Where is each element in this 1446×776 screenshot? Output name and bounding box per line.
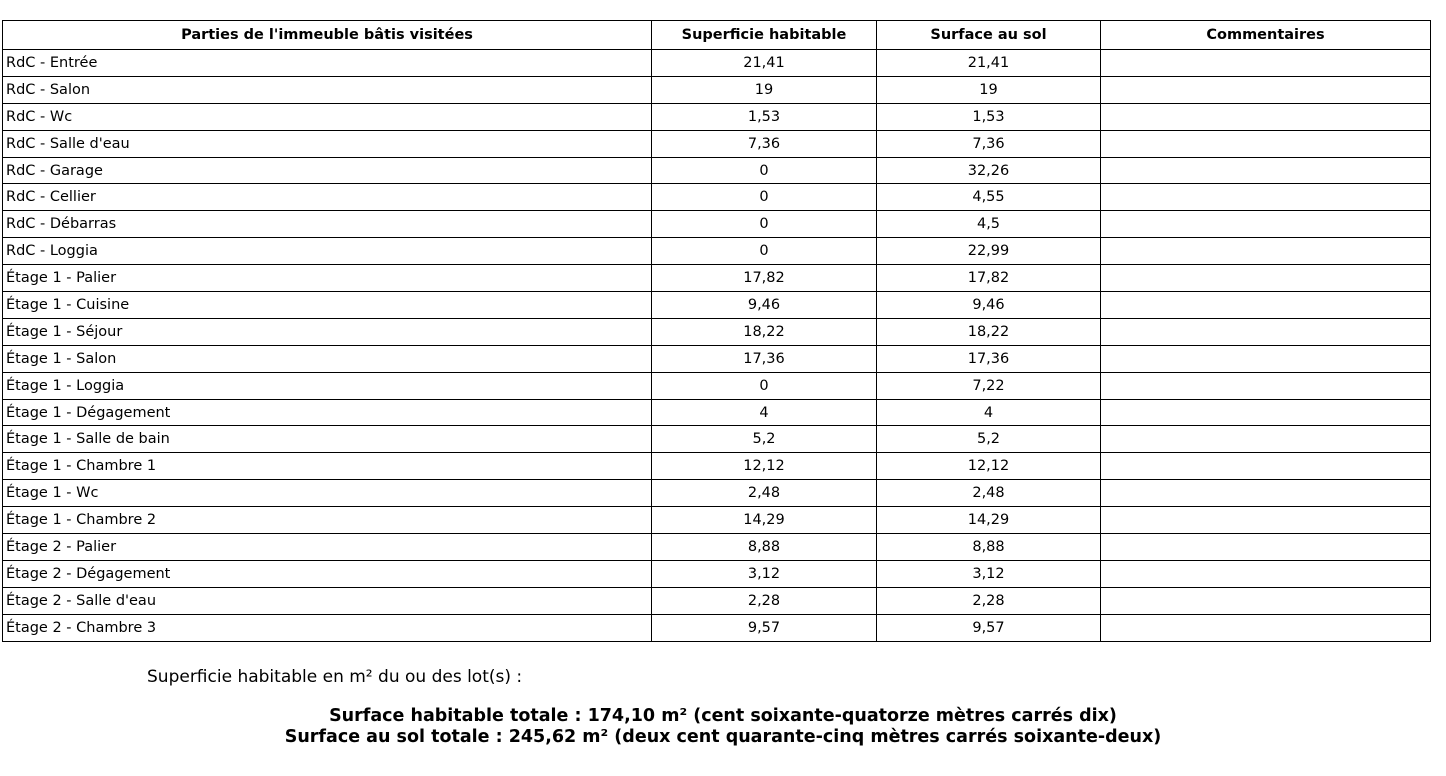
- surface-au-sol-cell: 2,48: [877, 480, 1101, 507]
- surface-au-sol-cell: 17,82: [877, 265, 1101, 292]
- table-row: [3, 238, 1431, 265]
- surface-au-sol-cell: 8,88: [877, 534, 1101, 561]
- room-name-cell: Étage 1 - Cuisine: [3, 292, 652, 319]
- surface-au-sol-cell: 18,22: [877, 318, 1101, 345]
- superficie-habitable-cell: 4: [652, 399, 877, 426]
- table-row: [3, 211, 1431, 238]
- room-name-cell: RdC - Salle d'eau: [3, 130, 652, 157]
- table-row: [3, 507, 1431, 534]
- superficie-habitable-cell: 7,36: [652, 130, 877, 157]
- superficie-habitable-cell: 21,41: [652, 50, 877, 77]
- room-name-cell: Étage 1 - Séjour: [3, 318, 652, 345]
- table-row: [3, 50, 1431, 77]
- commentaire-cell: [1101, 184, 1431, 211]
- table-row: [3, 534, 1431, 561]
- surface-au-sol-cell: 12,12: [877, 453, 1101, 480]
- commentaire-cell: [1101, 372, 1431, 399]
- table-row: [3, 292, 1431, 319]
- surface-au-sol-cell: 7,36: [877, 130, 1101, 157]
- superficie-habitable-cell: 1,53: [652, 103, 877, 130]
- room-name-cell: Étage 1 - Palier: [3, 265, 652, 292]
- commentaire-cell: [1101, 560, 1431, 587]
- commentaire-cell: [1101, 130, 1431, 157]
- commentaire-cell: [1101, 211, 1431, 238]
- commentaire-cell: [1101, 534, 1431, 561]
- table-header-row: [3, 21, 1431, 50]
- commentaire-cell: [1101, 50, 1431, 77]
- table-row: [3, 265, 1431, 292]
- surface-au-sol-cell: 1,53: [877, 103, 1101, 130]
- superficie-habitable-cell: 0: [652, 184, 877, 211]
- surface-au-sol-cell: 4,5: [877, 211, 1101, 238]
- table-row: [3, 345, 1431, 372]
- superficie-habitable-cell: 0: [652, 372, 877, 399]
- table-row: [3, 399, 1431, 426]
- table-row: [3, 587, 1431, 614]
- table-row: [3, 157, 1431, 184]
- surface-au-sol-cell: 3,12: [877, 560, 1101, 587]
- table-row: [3, 372, 1431, 399]
- superficie-habitable-cell: 18,22: [652, 318, 877, 345]
- superficie-habitable-cell: 17,82: [652, 265, 877, 292]
- commentaire-cell: [1101, 426, 1431, 453]
- header-commentaires: Commentaires: [1101, 21, 1431, 50]
- room-name-cell: Étage 1 - Wc: [3, 480, 652, 507]
- superficie-habitable-cell: 0: [652, 211, 877, 238]
- header-superficie-habitable: Superficie habitable: [652, 21, 877, 50]
- commentaire-cell: [1101, 453, 1431, 480]
- room-name-cell: Étage 2 - Chambre 3: [3, 614, 652, 641]
- room-name-cell: RdC - Garage: [3, 157, 652, 184]
- room-name-cell: RdC - Débarras: [3, 211, 652, 238]
- summary-intro: Superficie habitable en m² du ou des lot(s) :: [147, 667, 523, 687]
- superficie-habitable-cell: 2,28: [652, 587, 877, 614]
- table-row: [3, 453, 1431, 480]
- surface-au-sol-cell: 22,99: [877, 238, 1101, 265]
- commentaire-cell: [1101, 103, 1431, 130]
- room-name-cell: RdC - Wc: [3, 103, 652, 130]
- superficie-habitable-cell: 19: [652, 76, 877, 103]
- commentaire-cell: [1101, 76, 1431, 103]
- header-parties: Parties de l'immeuble bâtis visitées: [3, 21, 652, 50]
- superficie-habitable-cell: 5,2: [652, 426, 877, 453]
- table-row: [3, 76, 1431, 103]
- surface-au-sol-cell: 4,55: [877, 184, 1101, 211]
- table-row: [3, 130, 1431, 157]
- superficie-habitable-cell: 0: [652, 157, 877, 184]
- surface-au-sol-cell: 21,41: [877, 50, 1101, 77]
- room-name-cell: RdC - Cellier: [3, 184, 652, 211]
- total-habitable: Surface habitable totale : 174,10 m² (cent soixante-quatorze mètres carrés dix): [329, 706, 1117, 726]
- surface-au-sol-cell: 7,22: [877, 372, 1101, 399]
- superficie-habitable-cell: 12,12: [652, 453, 877, 480]
- surface-au-sol-cell: 32,26: [877, 157, 1101, 184]
- room-name-cell: Étage 2 - Dégagement: [3, 560, 652, 587]
- superficie-habitable-cell: 8,88: [652, 534, 877, 561]
- commentaire-cell: [1101, 318, 1431, 345]
- room-name-cell: Étage 1 - Chambre 2: [3, 507, 652, 534]
- superficie-habitable-cell: 9,57: [652, 614, 877, 641]
- superficie-habitable-cell: 9,46: [652, 292, 877, 319]
- superficie-habitable-cell: 14,29: [652, 507, 877, 534]
- commentaire-cell: [1101, 238, 1431, 265]
- room-name-cell: Étage 1 - Salle de bain: [3, 426, 652, 453]
- surface-au-sol-cell: 17,36: [877, 345, 1101, 372]
- commentaire-cell: [1101, 265, 1431, 292]
- totals-block: [0, 706, 1446, 748]
- surface-au-sol-cell: 14,29: [877, 507, 1101, 534]
- commentaire-cell: [1101, 292, 1431, 319]
- table-row: [3, 103, 1431, 130]
- room-name-cell: Étage 1 - Loggia: [3, 372, 652, 399]
- header-surface-au-sol: Surface au sol: [877, 21, 1101, 50]
- surface-au-sol-cell: 2,28: [877, 587, 1101, 614]
- room-name-cell: Étage 1 - Dégagement: [3, 399, 652, 426]
- superficie-habitable-cell: 0: [652, 238, 877, 265]
- table-row: [3, 480, 1431, 507]
- room-name-cell: Étage 2 - Salle d'eau: [3, 587, 652, 614]
- total-sol: Surface au sol totale : 245,62 m² (deux cent quarante-cinq mètres carrés soixante-deux): [284, 727, 1162, 747]
- superficie-habitable-cell: 2,48: [652, 480, 877, 507]
- surface-au-sol-cell: 4: [877, 399, 1101, 426]
- surface-au-sol-cell: 19: [877, 76, 1101, 103]
- room-name-cell: RdC - Entrée: [3, 50, 652, 77]
- room-name-cell: RdC - Salon: [3, 76, 652, 103]
- surfaces-table: [2, 20, 1431, 642]
- superficie-habitable-cell: 3,12: [652, 560, 877, 587]
- room-name-cell: Étage 1 - Chambre 1: [3, 453, 652, 480]
- room-name-cell: Étage 1 - Salon: [3, 345, 652, 372]
- commentaire-cell: [1101, 587, 1431, 614]
- table-row: [3, 318, 1431, 345]
- surface-au-sol-cell: 9,46: [877, 292, 1101, 319]
- superficie-habitable-cell: 17,36: [652, 345, 877, 372]
- table-row: [3, 426, 1431, 453]
- commentaire-cell: [1101, 157, 1431, 184]
- table-row: [3, 184, 1431, 211]
- surface-au-sol-cell: 5,2: [877, 426, 1101, 453]
- room-name-cell: Étage 2 - Palier: [3, 534, 652, 561]
- commentaire-cell: [1101, 614, 1431, 641]
- table-row: [3, 614, 1431, 641]
- commentaire-cell: [1101, 345, 1431, 372]
- room-name-cell: RdC - Loggia: [3, 238, 652, 265]
- commentaire-cell: [1101, 507, 1431, 534]
- commentaire-cell: [1101, 399, 1431, 426]
- commentaire-cell: [1101, 480, 1431, 507]
- surface-au-sol-cell: 9,57: [877, 614, 1101, 641]
- table-row: [3, 560, 1431, 587]
